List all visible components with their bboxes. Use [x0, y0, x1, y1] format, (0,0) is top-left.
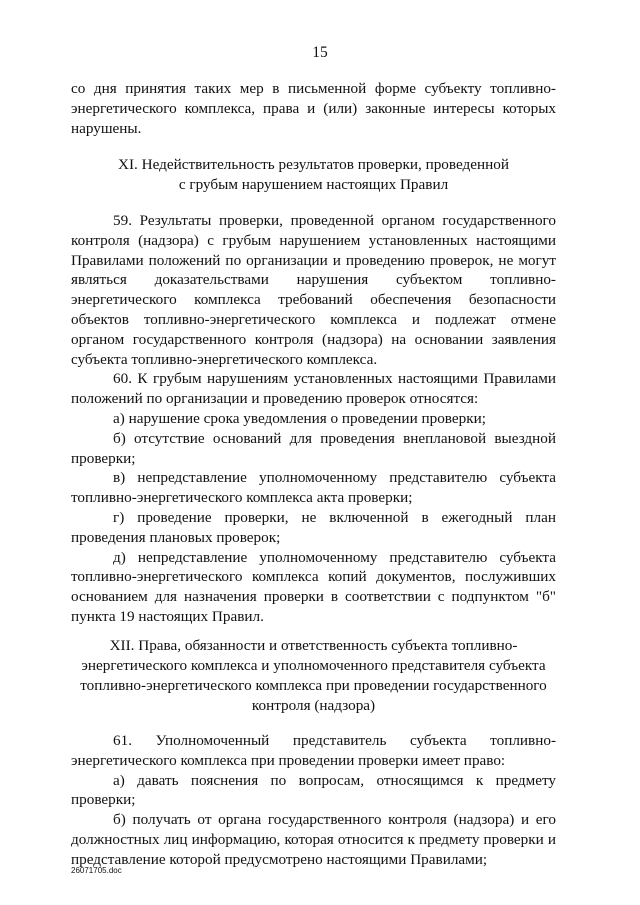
section-xii-heading-line2: энергетического комплекса и уполномоченного представителя субъекта [81, 657, 546, 674]
section-xi-body [71, 211, 556, 627]
paragraph-61-b: б) получать от органа государственного контроля (надзора) и его должностных лиц информацию, которая относится к предмету проверки и представление которой предусмотрено настоящими Правилами; [71, 811, 556, 868]
paragraph-60-g: г) проведение проверки, не включенной в ежегодный план проведения плановых проверок; [71, 508, 556, 546]
footer-filename: 26071705.doc [71, 866, 122, 875]
paragraph-59: 59. Результаты проверки, проведенной органом государственного контроля (надзора) с грубым нарушением установленных настоящими Правилами положений по организации и проведению проверок, не могут являться доказательствами нарушения субъектом топливно-энергетического комплекса требований обеспечения безопасности объектов топливно-энергетического комплекса и подлежат отмене органом государственного контроля (надзора) на основании заявления субъекта топливно-энергетического комплекса. [71, 212, 556, 368]
section-xi-heading [71, 155, 556, 195]
section-xii-body [71, 731, 556, 870]
section-xii-heading [71, 636, 556, 716]
paragraph-60-d: д) непредставление уполномоченному представителю субъекта топливно-энергетического комплекса копий документов, послуживших основанием для назначения проверки в соответствии с подпунктом "б" пункта 19 настоящих Правил. [71, 548, 556, 625]
paragraph-60-v: в) непредставление уполномоченному представителю субъекта топливно-энергетического комплекса акта проверки; [71, 469, 556, 507]
paragraph-61-a: а) давать пояснения по вопросам, относящимся к предмету проверки; [71, 771, 556, 809]
section-xii-heading-line4: контроля (надзора) [251, 697, 376, 714]
paragraph-60: 60. К грубым нарушениям установленных настоящими Правилами положений по организации и проведению проверок относятся: [71, 370, 556, 408]
section-xi-heading-line2: с грубым нарушением настоящих Правил [178, 176, 449, 193]
section-xii-heading-line3: топливно-энергетического комплекса при проведении государственного [80, 677, 547, 694]
paragraph-61: 61. Уполномоченный представитель субъекта топливно-энергетического комплекса при проведении проверки имеет право: [71, 732, 556, 769]
section-xi-heading-line1: XI. Недействительность результатов проверки, проведенной [118, 156, 509, 173]
intro-paragraph: со дня принятия таких мер в письменной форме субъекту топливно-энергетического комплекса, права и (или) законные интересы которых нарушены. [71, 80, 556, 137]
intro-paragraph-block [71, 79, 556, 138]
page-number: 15 [312, 44, 328, 61]
paragraph-60-a: а) нарушение срока уведомления о проведении проверки; [113, 409, 486, 427]
paragraph-60-b: б) отсутствие оснований для проведения внеплановой выездной проверки; [71, 429, 556, 467]
section-xii-heading-line1: XII. Права, обязанности и ответственность субъекта топливно- [109, 637, 518, 654]
